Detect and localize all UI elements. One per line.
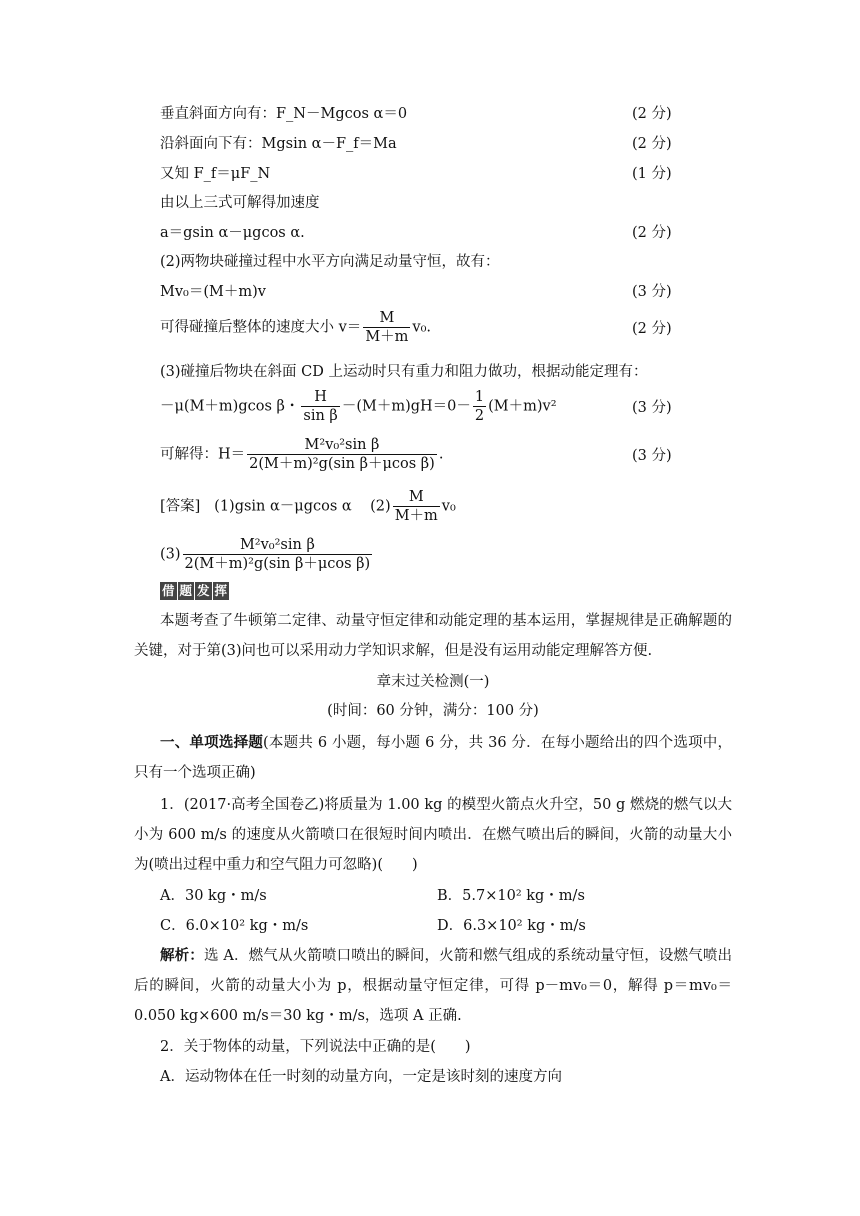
comment-tag xyxy=(160,582,229,600)
section-title: 章末过关检测(一) xyxy=(376,674,490,690)
answer-part-2-suffix: v₀ xyxy=(441,498,456,515)
fraction-numerator: 1 xyxy=(474,389,485,405)
answer-line-3 xyxy=(160,536,374,573)
score-7: (3 分) xyxy=(632,284,672,300)
solution-line-3: 又知 F_f＝μF_N xyxy=(160,166,271,182)
question-1-analysis xyxy=(134,941,732,1031)
score-3: (1 分) xyxy=(632,166,672,182)
part-1-description: (本题共 6 小题，每小题 6 分，共 36 分．在每小题给出的四个选项中，只有一个选项正确) xyxy=(134,735,733,781)
score-10: (3 分) xyxy=(632,400,672,416)
analysis-text: 选 A．燃气从火箭喷口喷出的瞬间，火箭和燃气组成的系统动量守恒，设燃气喷出后的瞬间，火箭的动量大小为 p，根据动量守恒定律，可得 p－mv₀＝0，解得 p＝mv₀＝0.050 kg×600 m/s＝30 kg・m/s，选项 A 正确. xyxy=(134,948,733,1024)
fraction-denominator: M＋m xyxy=(394,508,438,524)
solution-line-4: 由以上三式可解得加速度 xyxy=(160,195,320,211)
fraction-numerator: M xyxy=(363,309,410,328)
fraction-denominator: 2 xyxy=(474,408,485,424)
section-subtitle: (时间：60 分钟，满分：100 分) xyxy=(327,703,539,719)
fraction-numerator: M²v₀²sin β xyxy=(183,536,373,555)
score-2: (2 分) xyxy=(632,136,672,152)
part-1-intro xyxy=(134,728,732,788)
energy-suffix: (M＋m)v² xyxy=(488,398,557,415)
tag-char: 挥 xyxy=(214,583,228,598)
velocity-fraction xyxy=(363,309,410,346)
q1-option-a: A．30 kg・m/s xyxy=(160,888,267,904)
fraction-numerator: M xyxy=(393,488,440,507)
half-fraction xyxy=(473,388,486,425)
energy-middle: －(M＋m)gH＝0－ xyxy=(341,398,471,415)
velocity-prefix: 可得碰撞后整体的速度大小 v＝ xyxy=(160,319,362,336)
fraction-denominator: M＋m xyxy=(365,329,409,345)
answer-line xyxy=(160,488,456,525)
height-suffix: . xyxy=(438,446,444,463)
score-5: (2 分) xyxy=(632,225,672,241)
q1-option-c: C．6.0×10² kg・m/s xyxy=(160,918,309,934)
fraction-numerator: H xyxy=(301,388,339,407)
score-11: (3 分) xyxy=(632,448,672,464)
fraction-denominator: sin β xyxy=(303,408,338,424)
q2-option-a: A．运动物体在任一时刻的动量方向，一定是该时刻的速度方向 xyxy=(160,1069,562,1085)
fraction-denominator: 2(M＋m)²g(sin β＋μcos β) xyxy=(184,556,371,572)
energy-prefix: －μ(M＋m)gcos β・ xyxy=(160,398,300,415)
solution-line-11 xyxy=(160,436,443,473)
score-8: (2 分) xyxy=(632,321,672,337)
question-2-stem: 2．关于物体的动量，下列说法中正确的是( ) xyxy=(160,1039,471,1055)
solution-line-8 xyxy=(160,309,431,346)
part-1-heading: 一、单项选择题 xyxy=(160,734,264,751)
answer-label: [答案] xyxy=(160,498,201,515)
fraction-denominator: 2(M＋m)²g(sin β＋μcos β) xyxy=(249,456,435,472)
q1-option-b: B．5.7×10² kg・m/s xyxy=(437,888,585,904)
answer-part-1: (1)gsin α－μgcos α xyxy=(214,498,352,515)
height-fraction xyxy=(301,388,339,425)
solution-line-7: Mv₀＝(M＋m)v xyxy=(160,284,266,300)
analysis-label: 解析： xyxy=(160,947,204,964)
answer-part-3-prefix: (3) xyxy=(160,546,181,563)
tag-char: 题 xyxy=(179,583,193,598)
tag-char: 借 xyxy=(162,583,175,598)
q1-option-d: D．6.3×10² kg・m/s xyxy=(437,918,586,934)
velocity-suffix: v₀. xyxy=(412,319,432,336)
height-result-fraction xyxy=(247,436,437,473)
answer-part-2-prefix: (2) xyxy=(370,498,391,515)
height-prefix: 可解得：H＝ xyxy=(160,446,246,463)
tag-char: 发 xyxy=(197,583,210,598)
score-1: (2 分) xyxy=(632,106,672,122)
solution-line-2: 沿斜面向下有：Mgsin α－F_f＝Ma xyxy=(160,136,397,152)
solution-line-6: (2)两物块碰撞过程中水平方向满足动量守恒，故有： xyxy=(160,254,500,270)
solution-line-9: (3)碰撞后物块在斜面 CD 上运动时只有重力和阻力做功，根据动能定理有： xyxy=(160,364,648,380)
answer-part-2-fraction xyxy=(393,488,440,525)
comment-paragraph: 本题考查了牛顿第二定律、动量守恒定律和动能定理的基本运用，掌握规律是正确解题的关键，对于第(3)问也可以采用动力学知识求解，但是没有运用动能定理解答方便. xyxy=(134,613,732,659)
answer-part-3-fraction xyxy=(183,536,373,573)
solution-line-1: 垂直斜面方向有：F_N－Mgcos α＝0 xyxy=(160,106,408,122)
fraction-numerator: M²v₀²sin β xyxy=(247,436,437,455)
solution-line-5: a＝gsin α－μgcos α. xyxy=(160,225,305,241)
question-1-stem: 1．(2017·高考全国卷乙)将质量为 1.00 kg 的模型火箭点火升空，50 g 燃烧的燃气以大小为 600 m/s 的速度从火箭喷口在很短时间内喷出．在燃气喷出后的瞬间，火箭的动量大小为(喷出过程中重力和空气阻力可忽略)( ) xyxy=(134,797,732,873)
solution-line-10 xyxy=(160,388,557,425)
